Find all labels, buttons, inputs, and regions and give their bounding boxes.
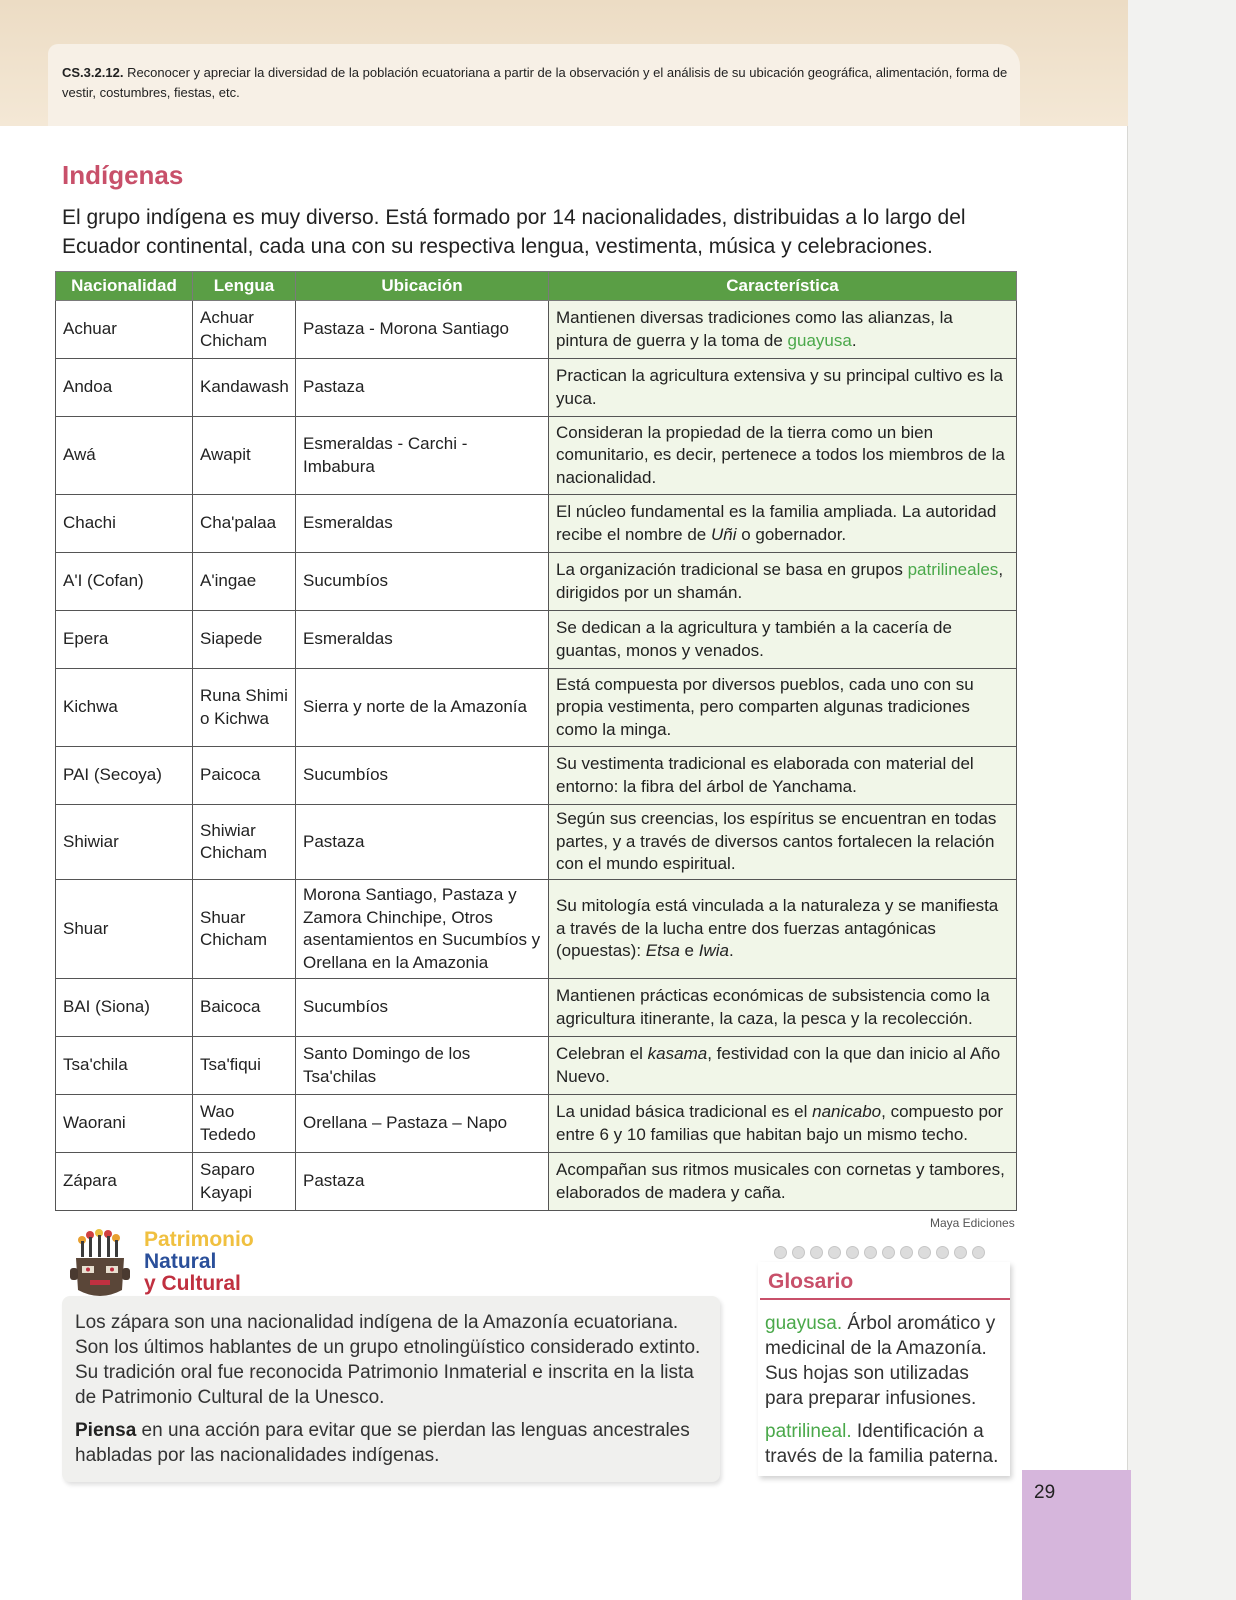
cell-ubicacion: Sucumbíos [296, 553, 549, 611]
cell-lengua: Baicoca [193, 979, 296, 1037]
caracteristica-text: La unidad básica tradicional es el [556, 1102, 813, 1121]
cell-lengua: Runa Shimi o Kichwa [193, 669, 296, 747]
caracteristica-text: o gobernador. [736, 524, 847, 544]
caracteristica-text: La organización tradicional se basa en grupos [556, 560, 908, 579]
caracteristica-text: Celebran el [556, 1044, 648, 1063]
cell-caracteristica [549, 611, 1017, 669]
caracteristica-text: El núcleo fundamental es la familia ampliada. La autoridad recibe el nombre de [556, 502, 997, 544]
patrimonio-title [144, 1229, 254, 1295]
ring-icon [918, 1246, 931, 1259]
caracteristica-text: Está compuesta por diversos pueblos, cada uno con su propia vestimenta, pero comparten algunas tradiciones como la minga. [556, 674, 974, 739]
ring-icon [936, 1246, 949, 1259]
cell-ubicacion: Pastaza [296, 805, 549, 880]
caracteristica-text: , festividad con la que dan inicio al Año Nuevo. [556, 1044, 1001, 1086]
table-row [56, 1153, 1017, 1211]
ring-icon [810, 1246, 823, 1259]
cell-lengua: Tsa'fiqui [193, 1037, 296, 1095]
table-row [56, 805, 1017, 880]
glossary-term: patrilineal. [765, 1421, 852, 1442]
patrimonio-title-line2: Natural [144, 1250, 217, 1273]
table-header-row [56, 272, 1017, 301]
cell-ubicacion: Sucumbíos [296, 747, 549, 805]
cell-nacionalidad: Zápara [56, 1153, 193, 1211]
cell-ubicacion: Esmeraldas [296, 611, 549, 669]
glossary-entry [765, 1419, 1005, 1469]
patrimonio-prompt-rest: en una acción para evitar que se pierdan las lenguas ancestrales habladas por las nacionalidades indígenas. [75, 1420, 690, 1466]
cell-caracteristica [549, 747, 1017, 805]
caracteristica-text: . [851, 330, 857, 350]
table-row [56, 979, 1017, 1037]
caracteristica-text: Su vestimenta tradicional es elaborada con material del entorno: la fibra del árbol de Yanchama. [556, 754, 974, 796]
section-intro: El grupo indígena es muy diverso. Está formado por 14 nacionalidades, distribuidas a lo largo del Ecuador continental, cada una con su respectiva lengua, vestimenta, música y celebraciones. [62, 206, 966, 258]
cell-caracteristica [549, 1153, 1017, 1211]
table-row [56, 553, 1017, 611]
cell-nacionalidad: Awá [56, 417, 193, 495]
caracteristica-text: kasama [647, 1044, 708, 1063]
table-row [56, 747, 1017, 805]
table-row [56, 1095, 1017, 1153]
standard-text [62, 63, 1014, 103]
glossary-title: Glosario [768, 1270, 854, 1293]
patrimonio-paragraph: Los zápara son una nacionalidad indígena de la Amazonía ecuatoriana. Son los últimos hablantes de un grupo etnolingüístico considerado extinto. Su tradición oral fue reconocida Patrimonio Inmaterial e inscrita en la lista de Patrimonio Cultural de la Unesco. [75, 1312, 701, 1408]
caracteristica-text: nanicabo [812, 1102, 882, 1121]
cell-lengua: Paicoca [193, 747, 296, 805]
cell-nacionalidad: Achuar [56, 301, 193, 359]
cell-lengua: Cha'palaa [193, 495, 296, 553]
cell-caracteristica [549, 669, 1017, 747]
page-edge [1127, 0, 1236, 1600]
cell-ubicacion: Sucumbíos [296, 979, 549, 1037]
cell-nacionalidad: A'I (Cofan) [56, 553, 193, 611]
caracteristica-text: Iwia [698, 941, 729, 961]
header-ubicacion: Ubicación [296, 272, 549, 301]
cell-ubicacion: Santo Domingo de los Tsa'chilas [296, 1037, 549, 1095]
caracteristica-text: Según sus creencias, los espíritus se encuentran en todas partes, y a través de diversos cantos fortalecen la relación con el mundo espiritual. [556, 809, 997, 874]
cell-ubicacion: Orellana – Pastaza – Napo [296, 1095, 549, 1153]
image-credit: Maya Ediciones [930, 1216, 1015, 1230]
cell-caracteristica [549, 1095, 1017, 1153]
caracteristica-text: Mantienen diversas tradiciones como las alianzas, la pintura de guerra y la toma de [556, 308, 953, 350]
standard-description: Reconocer y apreciar la diversidad de la población ecuatoriana a partir de la observación y el análisis de su ubicación geográfica, alimentación, forma de vestir, costumbres, fiestas, etc. [62, 65, 1008, 100]
caracteristica-text: Practican la agricultura extensiva y su principal cultivo es la yuca. [556, 366, 1003, 408]
mask-icon [62, 1228, 142, 1308]
page-number: 29 [1034, 1482, 1056, 1503]
cell-caracteristica [549, 880, 1017, 979]
caracteristica-text: . [728, 941, 734, 961]
cell-lengua: A'ingae [193, 553, 296, 611]
caracteristica-text: Consideran la propiedad de la tierra como un bien comunitario, es decir, pertenece a todos los miembros de la nacionalidad. [556, 422, 1005, 487]
ring-icon [972, 1246, 985, 1259]
caracteristica-text: Su mitología está vinculada a la naturaleza y se manifiesta a través de la lucha entre dos fuerzas antagónicas (opuestas): [556, 896, 999, 961]
table-row [56, 611, 1017, 669]
cell-caracteristica [549, 805, 1017, 880]
glossary-binder-rings [774, 1246, 1010, 1260]
cell-caracteristica [549, 979, 1017, 1037]
table-row [56, 880, 1017, 979]
cell-lengua: Shuar Chicham [193, 880, 296, 979]
caracteristica-text: Uñi [710, 524, 737, 544]
patrimonio-text [75, 1310, 705, 1476]
cell-ubicacion: Morona Santiago, Pastaza y Zamora Chinchipe, Otros asentamientos en Sucumbíos y Orellana en la Amazonia [296, 880, 549, 979]
cell-lengua: Achuar Chicham [193, 301, 296, 359]
cell-nacionalidad: Chachi [56, 495, 193, 553]
section-title: Indígenas [62, 160, 184, 190]
table-row [56, 495, 1017, 553]
caracteristica-text: , dirigidos por un shamán. [556, 560, 1004, 602]
table-row [56, 417, 1017, 495]
cell-ubicacion: Esmeraldas - Carchi - Imbabura [296, 417, 549, 495]
table-row [56, 1037, 1017, 1095]
cell-nacionalidad: Epera [56, 611, 193, 669]
patrimonio-title-line1: Patrimonio [144, 1228, 254, 1251]
caracteristica-text: Mantienen prácticas económicas de subsistencia como la agricultura itinerante, la caza, la pesca y la recolección. [556, 986, 990, 1028]
table-row [56, 669, 1017, 747]
ring-icon [954, 1246, 967, 1259]
glossary-term: guayusa. [765, 1313, 843, 1334]
cell-nacionalidad: Waorani [56, 1095, 193, 1153]
ring-icon [882, 1246, 895, 1259]
patrimonio-prompt [75, 1418, 705, 1468]
glossary-link-text: patrilineales [907, 560, 999, 579]
cell-caracteristica [549, 495, 1017, 553]
cell-ubicacion: Pastaza - Morona Santiago [296, 301, 549, 359]
cell-nacionalidad: Tsa'chila [56, 1037, 193, 1095]
caracteristica-text: Acompañan sus ritmos musicales con cornetas y tambores, elaborados de madera y caña. [556, 1160, 1005, 1202]
glossary-entries [765, 1311, 1005, 1477]
ring-icon [900, 1246, 913, 1259]
glossary-definition: Árbol aromático y medicinal de la Amazonía. Sus hojas son utilizadas para preparar infusiones. [765, 1313, 996, 1409]
caracteristica-text: Etsa [645, 941, 680, 961]
ring-icon [792, 1246, 805, 1259]
caracteristica-text: Se dedican a la agricultura y también a la cacería de guantas, monos y venados. [556, 618, 952, 660]
header-nacionalidad: Nacionalidad [56, 272, 193, 301]
cell-lengua: Saparo Kayapi [193, 1153, 296, 1211]
cell-lengua: Wao Tededo [193, 1095, 296, 1153]
cell-nacionalidad: PAI (Secoya) [56, 747, 193, 805]
caracteristica-text: e [679, 941, 699, 961]
cell-ubicacion: Pastaza [296, 359, 549, 417]
glossary-divider [760, 1298, 1010, 1300]
ring-icon [774, 1246, 787, 1259]
cell-lengua: Shiwiar Chicham [193, 805, 296, 880]
standard-code: CS.3.2.12. [62, 65, 124, 80]
patrimonio-prompt-bold: Piensa [75, 1420, 137, 1441]
ring-icon [864, 1246, 877, 1259]
cell-caracteristica [549, 553, 1017, 611]
cell-caracteristica [549, 1037, 1017, 1095]
cell-lengua: Kandawash [193, 359, 296, 417]
ring-icon [846, 1246, 859, 1259]
cell-caracteristica [549, 359, 1017, 417]
patrimonio-title-line3: y Cultural [144, 1272, 241, 1295]
header-caracteristica: Característica [549, 272, 1017, 301]
header-lengua: Lengua [193, 272, 296, 301]
cell-caracteristica [549, 301, 1017, 359]
mask-feathers [78, 1229, 120, 1257]
nationalities-table [55, 271, 1017, 1211]
glossary-link-text: guayusa [787, 330, 852, 350]
glossary-entry [765, 1311, 1005, 1411]
table-body [56, 301, 1017, 1211]
cell-nacionalidad: Kichwa [56, 669, 193, 747]
cell-lengua: Siapede [193, 611, 296, 669]
cell-nacionalidad: Andoa [56, 359, 193, 417]
cell-lengua: Awapit [193, 417, 296, 495]
table-row [56, 301, 1017, 359]
cell-ubicacion: Esmeraldas [296, 495, 549, 553]
cell-nacionalidad: BAI (Siona) [56, 979, 193, 1037]
glossary-definition: Identificación a través de la familia paterna. [765, 1421, 999, 1467]
cell-ubicacion: Pastaza [296, 1153, 549, 1211]
ring-icon [828, 1246, 841, 1259]
cell-nacionalidad: Shuar [56, 880, 193, 979]
cell-ubicacion: Sierra y norte de la Amazonía [296, 669, 549, 747]
cell-caracteristica [549, 417, 1017, 495]
cell-nacionalidad: Shiwiar [56, 805, 193, 880]
table-row [56, 359, 1017, 417]
caracteristica-text: , compuesto por entre 6 y 10 familias que habitan bajo un mismo techo. [556, 1102, 1004, 1144]
